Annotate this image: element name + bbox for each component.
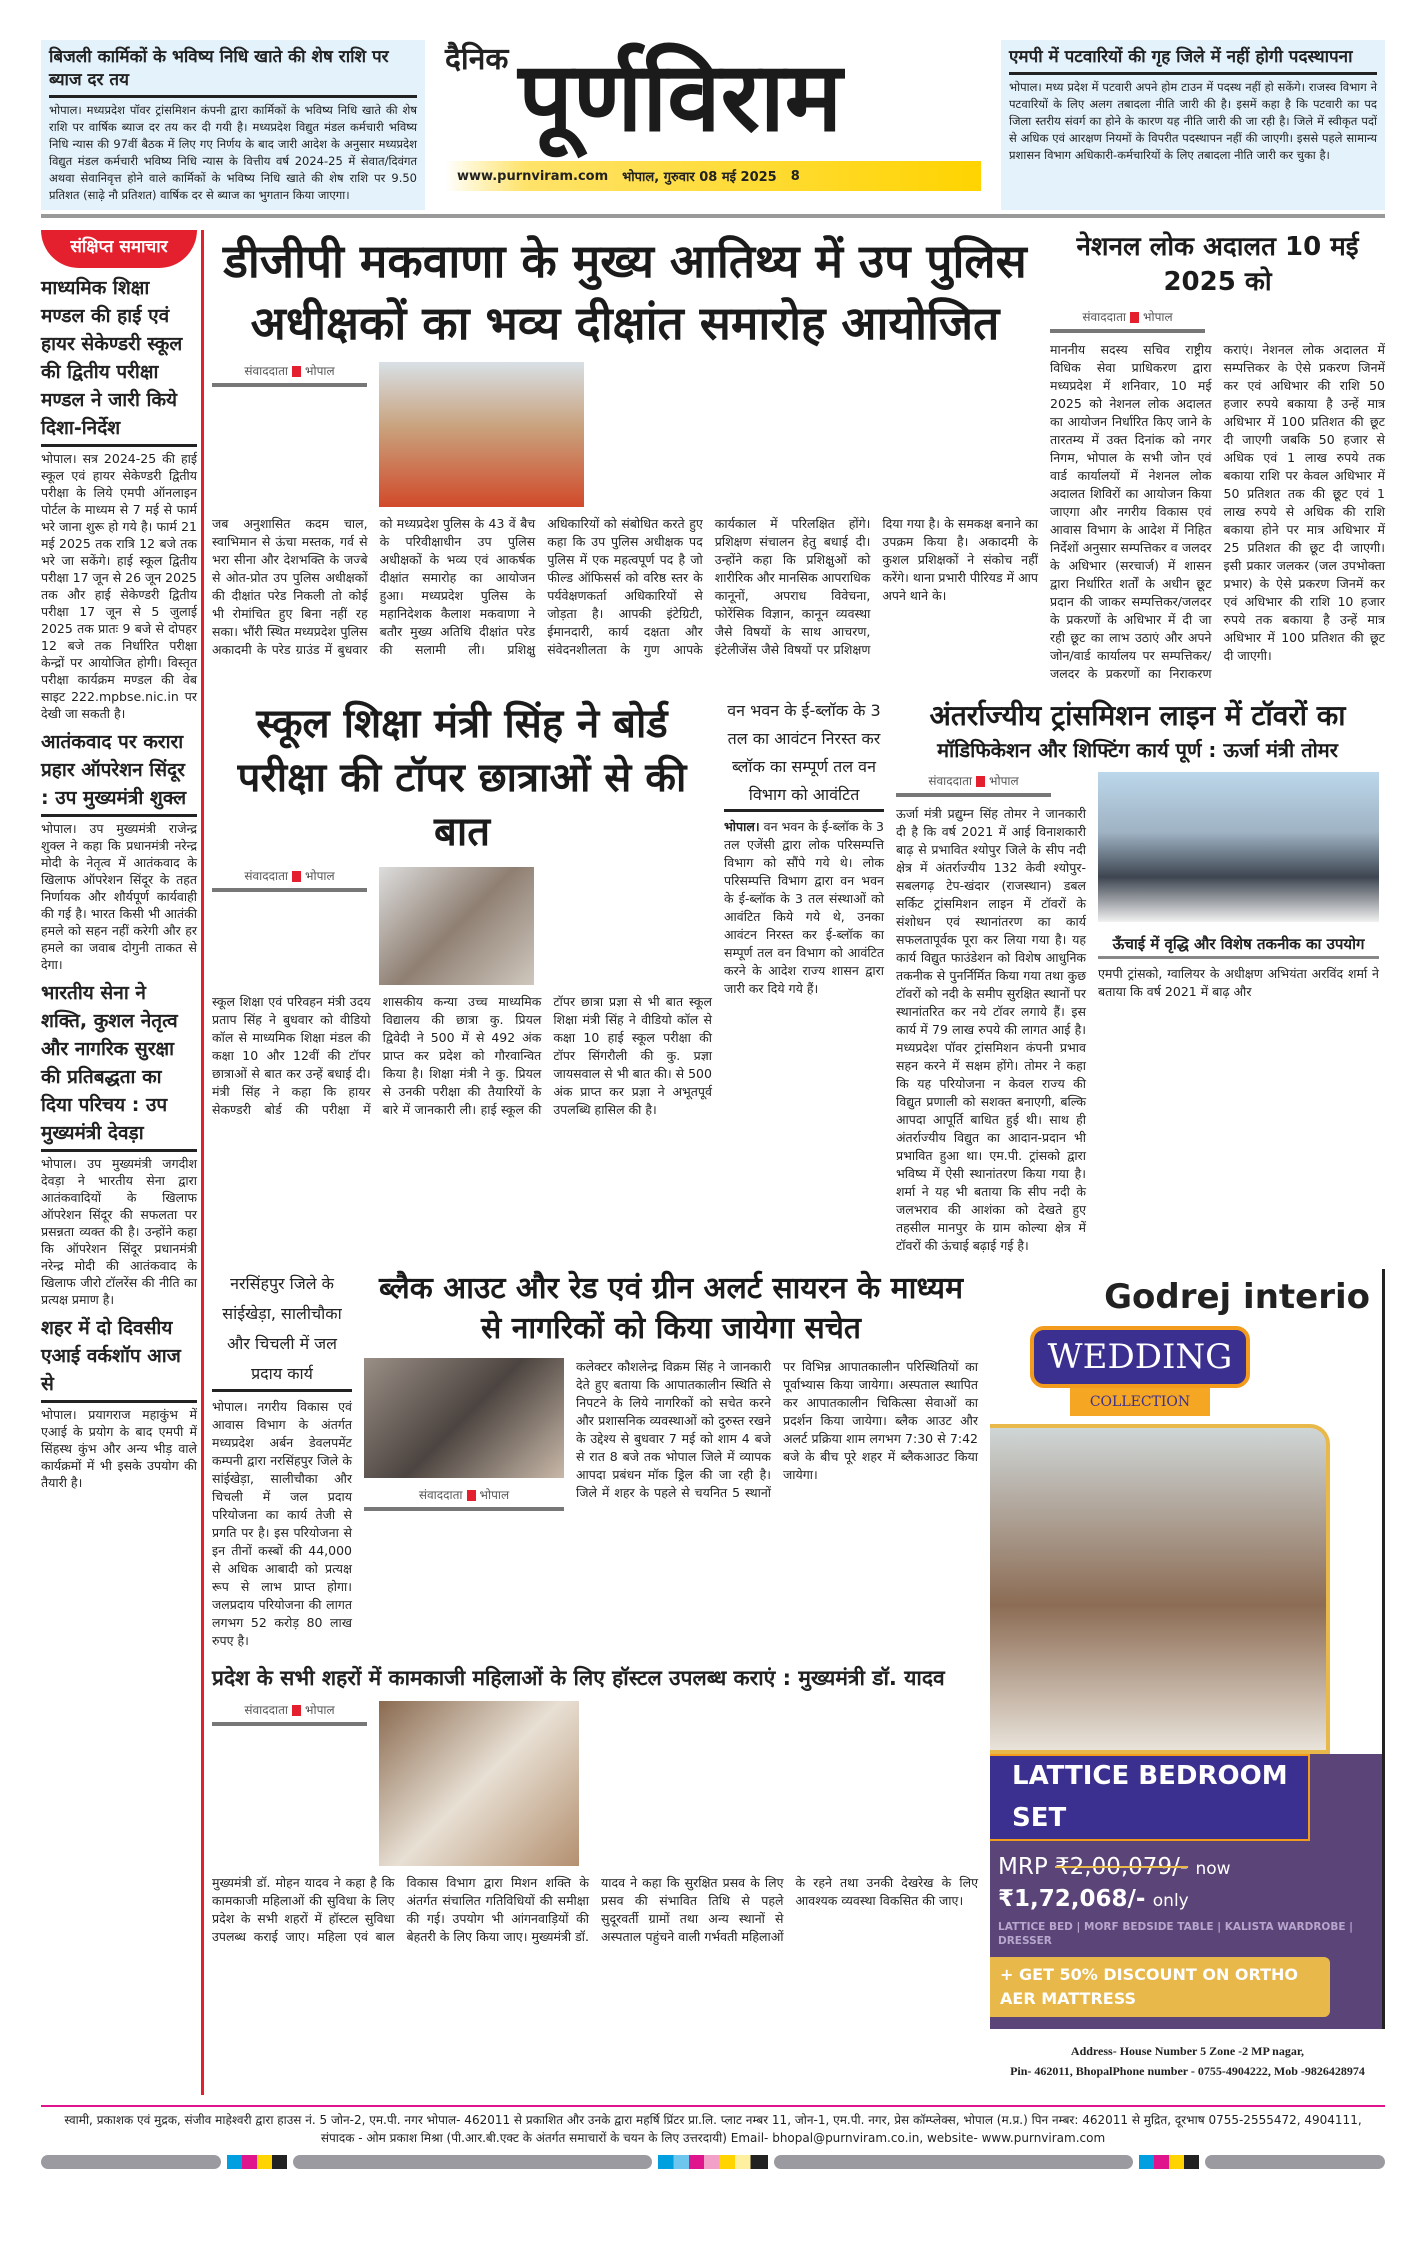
- school-photo: [379, 867, 534, 985]
- address-line-2: Pin- 462011, BhopalPhone number - 0755-4904222, Mob -9826428974: [1010, 2063, 1365, 2078]
- brief-title: बिजली कार्मिकों के भविष्य निधि खाते की शेष राशि पर ब्याज दर तय: [49, 46, 417, 98]
- forest-headline: वन भवन के ई-ब्लॉक के 3 तल का आवंटन निरस्त कर ब्लॉक का सम्पूर्ण तल वन विभाग को आवंटित: [724, 697, 884, 812]
- collection-label: COLLECTION: [1070, 1388, 1210, 1416]
- lok-adalat-headline: नेशनल लोक अदालत 10 मई 2025 को: [1076, 231, 1359, 297]
- forest-body: [724, 818, 884, 998]
- left-item-body: भोपाल। सत्र 2024-25 की हाई स्कूल एवं हायर सेकेण्डरी द्वितीय परीक्षा के लिये एमपी ऑनलाइन पोर्टल के माध्यम से 7 मई से फार्म भरे जाना शुरू हो गये है। फार्म 21 मई 2025 तक रात्रि 12 बजे तक भरे जा सकेंगे। हाई स्कूल द्वितीय परीक्षा 17 जून से 26 जून 2025 तक और हाई सेकेण्डरी द्वितीय परीक्षा 17 जून से 5 जुलाई 2025 तक प्रातः 9 बजे से दोपहर 12 बजे तक निर्धारित परीक्षा केन्द्रों पर आयोजित होगी। विस्तृत परीक्षा कार्यक्रम मण्डल की वेब साइट 222.mpbse.nic.in पर देखी जा सकती है।: [41, 450, 197, 721]
- page-header: [41, 40, 1385, 210]
- brief-body: भोपाल। मध्य प्रदेश में पटवारी अपने होम टाउन में पदस्थ नहीं हो सकेंगे। राजस्व विभाग ने पटवारियों के लिए अलग तबादला नीति जारी की है। इसमें कहा है कि पटवारी का पद जिला स्तरीय संवर्ग का होने के कारण यह नीति जारी की जा रही है। जिले में स्वीकृत पदों से अधिक एवं आरक्षण नियमों के विपरीत पदस्थापन नहीं की जाएगी। इससे पहले सामान्य प्रशासन विभाग अधिकारी-कर्मचारियों के लिए तबादला नीति जारी कर चुका है।: [1009, 79, 1377, 162]
- top-right-brief: [1001, 40, 1385, 210]
- byline-city: भोपाल: [989, 773, 1019, 788]
- brief-body: भोपाल। मध्यप्रदेश पॉवर ट्रांसमिशन कंपनी द्वारा कार्मिकों के भविष्य निधि खाते की शेष राशि पर वार्षिक ब्याज दर तय कर दी गयी है। मध्यप्रदेश विद्युत मंडल कर्मचारी भविष्य निधि न्यास की 97वीं बैठक में लिए गए निर्णय के बाद जारी आदेश के अनुसार मध्यप्रदेश विद्युत मंडल कर्मचारी भविष्य निधि न्यास के वित्तीय वर्ष 2024-25 में सेवात/दिवंगत अथवा सेवानिवृत्त होने वाले कार्मिकों के भविष्य निधि खाते की शेष राशि पर 9.50 प्रतिशत (साढ़े नौ प्रतिशत) वार्षिक दर से ब्याज का भुगतान किया जाएगा।: [49, 102, 417, 202]
- now-label: now: [1195, 1859, 1231, 1880]
- lead-body: जब अनुशासित कदम चाल, स्वाभिमान से ऊंचा मस्तक, गर्व से भरा सीना और देशभक्ति के जज्बे से ओत-प्रोत उप पुलिस अधीक्षकों की दीक्षांत परेड निकली तो कोई भी रोमांचित हुए बिना नहीं रह सका। भौंरी स्थित मध्यप्रदेश पुलिस अकादमी के परेड ग्राउंड में बुधवार को मध्यप्रदेश पुलिस के 43 वें बैच के परिवीक्षाधीन उप पुलिस अधीक्षकों के भव्य एवं आकर्षक दीक्षांत समारोह का आयोजन हुआ। मध्यप्रदेश पुलिस के महानिदेशक कैलाश मकवाणा ने बतौर मुख्य अतिथि दीक्षांत परेड की सलामी ली। प्रशिक्षु अधिकारियों को संबोधित करते हुए कहा कि उप पुलिस अधीक्षक पद पुलिस में एक महत्वपूर्ण पद है जो फील्ड ऑफिसर्स को वरिष्ठ स्तर के पर्यवेक्षणकर्ता अधिकारियों से जोड़ता है। आपकी इंटेग्रिटी, ईमानदारी, कार्य दक्षता और संवेदनशीलता के गुण आपके कार्यकाल में परिलक्षित होंगे। प्रशिक्षण संचालन हेतु बधाई दी। उन्होंने कहा कि प्रशिक्षुओं को शारीरिक और मानसिक आपराधिक कानूनों, अपराध विवेचना, फोरेंसिक विज्ञान, कानून व्यवस्था जैसे विषयों के साथ आचरण, इंटेलीजेंस जैसे विषयों पर प्रशिक्षण दिया गया है। के समकक्ष बनाने का उपक्रम किया है। अकादमी के कुशल प्रशिक्षकों ने संकोच नहीं करेंगे। थाना प्रभारी पीरियड में आप अपने थाने के।: [212, 516, 1038, 658]
- byline-city: भोपाल: [305, 1703, 335, 1718]
- minister-photo: [1098, 772, 1379, 922]
- byline: [212, 362, 367, 387]
- date-band: [445, 161, 981, 191]
- page-number: 8: [790, 168, 800, 184]
- byline-reporter: संवाददाता: [1082, 310, 1127, 325]
- lok-adalat-story: [1050, 230, 1385, 683]
- new-price: ₹1,72,068/-: [998, 1886, 1146, 1913]
- red-square-icon: [976, 776, 985, 787]
- header-divider: [41, 214, 1385, 218]
- left-column: [41, 230, 197, 1491]
- price-band: [990, 1754, 1382, 2029]
- forest-text: वन भवन के ई-ब्लॉक के 3 तल एजेंसी द्वारा लोक परिसम्पत्ति विभाग को सौंपे गये थे। लोक परिसम्पत्ति विभाग द्वारा वन भवन के ई-ब्लॉक के 3 तल संस्थाओं को आवंटित किये गये थे, उनका आवंटन निरस्त कर ई-ब्लॉक का सम्पूर्ण तल वन विभाग को आवंटित करने के आदेश राज्य शासन द्वारा जारी कर दिये गये हैं।: [724, 819, 884, 997]
- main-column: [201, 230, 1385, 2095]
- hostel-headline: प्रदेश के सभी शहरों में कामकाजी महिलाओं के लिए हॉस्टल उपलब्ध कराएं : मुख्यमंत्री डॉ. यादव: [212, 1665, 945, 1690]
- lead-story: [212, 230, 1038, 659]
- red-square-icon: [1130, 312, 1139, 323]
- left-item-title: आतंकवाद पर करारा प्रहार ऑपरेशन सिंदूर : उप मुख्यमंत्री शुक्ल: [41, 728, 197, 817]
- left-item-body: भोपाल। प्रयागराज महाकुंभ में एआई के प्रयोग के बाद एमपी में सिंहस्थ कुंभ और अन्य भीड़ वाले कार्यक्रमों में भी इसके उपयोग की तैयारी है।: [41, 1406, 197, 1490]
- discount-offer: + GET 50% DISCOUNT ON ORTHO AER MATTRESS: [990, 1957, 1330, 2017]
- forest-dateline: भोपाल।: [724, 819, 760, 835]
- byline-reporter: संवाददाता: [244, 364, 289, 379]
- brand-logo: Godrej interio: [1104, 1276, 1370, 1317]
- product-name: LATTICE BEDROOM SET: [990, 1754, 1310, 1841]
- mockdrill-photo: [364, 1358, 564, 1478]
- meeting-photo: [379, 1701, 579, 1866]
- top-left-brief: [41, 40, 425, 210]
- siren-story: [364, 1269, 978, 1519]
- advertisement[interactable]: [990, 1269, 1385, 2029]
- lead-photo: [379, 362, 584, 507]
- narsinghpur-body: भोपाल। नगरीय विकास एवं आवास विभाग के अंतर्गत मध्यप्रदेश अर्बन डेवलपमेंट कम्पनी द्वारा नरसिंहपुर जिले के सांईखेड़ा, सालीचौका और चिचली में जल प्रदाय परियोजना का कार्य तेजी से प्रगति पर है। इस परियोजना से इन तीनों कस्बों की 44,000 से अधिक आबादी को प्रत्यक्ष रूप से लाभ प्राप्त होगा। जलप्रदाय परियोजना की लागत लगभग 52 करोड़ 80 लाख रुपए है।: [212, 1398, 352, 1648]
- byline-city: भोपाल: [305, 364, 335, 379]
- imprint: [41, 2107, 1385, 2151]
- masthead-prefix: दैनिक: [445, 42, 509, 77]
- byline-city: भोपाल: [479, 1487, 510, 1502]
- website-link[interactable]: www.purnviram.com: [457, 168, 609, 184]
- red-square-icon: [292, 871, 301, 882]
- siren-headline: ब्लैक आउट और रेड एवं ग्रीन अलर्ट सायरन के माध्यम से नागरिकों को किया जायेगा सचेत: [378, 1270, 964, 1347]
- edition-date: भोपाल, गुरुवार 08 मई 2025: [622, 170, 777, 186]
- transmission-body-2: एमपी ट्रांसको, ग्वालियर के अधीक्षण अभियंता अरविंद शर्मा ने बताया कि वर्ष 2021 में बाढ़ और: [1098, 965, 1379, 999]
- lead-headline: डीजीपी मकवाणा के मुख्य आतिथ्य में उप पुलिस अधीक्षकों का भव्य दीक्षांत समारोह आयोजित: [223, 233, 1027, 350]
- school-story: [212, 697, 712, 1119]
- byline-reporter: संवाददाता: [418, 1487, 463, 1502]
- ad-address: [990, 2041, 1385, 2081]
- lok-adalat-body: माननीय सदस्य सचिव राष्ट्रीय विधिक सेवा प्राधिकरण द्वारा मध्यप्रदेश में शनिवार, 10 मई 2025 को नेशनल लोक अदालत का आयोजन निर्धारित किए जाने के तारतम्य में उक्त दिनांक को नगर निगम, भोपाल के सभी जोन एवं वार्ड कार्यालयों में नेशनल लोक अदालत शिविरों का आयोजन किया जाएगा और नगरीय विकास एवं आवास विभाग के आदेश में निहित निर्देशों अनुसार सम्पत्तिकर व जलदर के अधिभार (सरचार्ज) में शासन द्वारा निर्धारित शर्तों के अधीन छूट प्रदान की जाकर सम्पत्तिकर/जलदर के प्रकरणों के अधिभार में दी जा रही छूट का लाभ उठाएं और अपने जोन/वार्ड कार्यालय पर सम्पत्तिकर/जलदर के प्रकरणों का निराकरण कराएं। नेशनल लोक अदालत में सम्पत्तिकर के ऐसे प्रकरण जिनमें कर एवं अधिभार की राशि 50 हजार रुपये बकाया है उन्हें मात्र अधिभार में 100 प्रतिशत की छूट दी जाएगी जबकि 50 हजार से अधिक एवं 1 लाख रुपये तक बकाया राशि पर केवल अधिभार में 50 प्रतिशत तक की छूट एवं 1 लाख रुपये से अधिक की राशि बकाया होने पर मात्र अधिभार में 25 प्रतिशत की छूट दी जाएगी। इसी प्रकार जलकर (जल उपभोक्ता प्रभार) के ऐसे प्रकरण जिनमें कर एवं अधिभार की राशि 10 हजार रुपये तक बकाया है उन्हें मात्र अधिभार में 100 प्रतिशत की छूट दी जाएगी।: [1050, 342, 1385, 682]
- imprint-line-2: संपादक - ओम प्रकाश मिश्रा (पी.आर.बी.एक्ट के अंतर्गत समाचारों के चयन के लिए उत्तरदायी) Email- bhopal@purnviram.co.in, website- www.purnviram.com: [320, 2130, 1106, 2145]
- school-headline: स्कूल शिक्षा मंत्री सिंह ने बोर्ड परीक्षा की टॉपर छात्राओं से की बात: [237, 701, 687, 856]
- siren-body: कलेक्टर कौशलेन्द्र विक्रम सिंह ने जानकारी देते हुए बताया कि आपातकालीन स्थिति से निपटने के लिये नागरिकों को सचेत करने और प्रशासनिक व्यवस्थाओं को दुरुस्त रखने के उद्देश्य से बुधवार 7 मई को शाम 4 बजे से रात 8 बजे तक भोपाल जिले में व्यापक आपदा प्रबंधन मॉक ड्रिल की जा रही है। जिले में शहर के पहले से चयनित 5 स्थानों पर विभिन्न आपातकालीन परिस्थितियों का पूर्वाभ्यास किया जायेगा। अस्पताल स्थापित कर आपातकालीन चिकित्सा सेवाओं का प्रदर्शन किया जायेगा। ब्लैक आउट और अलर्ट प्रक्रिया शाम लगभग 7:30 से 7:42 बजे के बीच पूरे शहर में ब्लैकआउट किया जायेगा।: [576, 1358, 978, 1500]
- left-item-title: माध्यमिक शिक्षा मण्डल की हाई एवं हायर सेकेण्डरी स्कूल की द्वितीय परीक्षा मण्डल ने जारी किये दिशा-निर्देश: [41, 274, 197, 447]
- mrp-label: MRP: [998, 1854, 1048, 1881]
- transmission-subheadline: मॉडिफिकेशन और शिफ्टिंग कार्य पूर्ण : ऊर्जा मंत्री तोमर: [937, 737, 1338, 762]
- byline-reporter: संवाददाता: [928, 773, 973, 788]
- left-item-title: भारतीय सेना ने शक्ति, कुशल नेतृत्व और नागरिक सुरक्षा की प्रतिबद्धता का दिया परिचय : उप मुख्यमंत्री देवड़ा: [41, 979, 197, 1152]
- forest-story: [724, 697, 884, 998]
- imprint-line-1: स्वामी, प्रकाशक एवं मुद्रक, संजीव माहेश्वरी द्वारा हाउस नं. 5 जोन-2, एम.पी. नगर भोपाल- 462011 से प्रकाशित और उनके द्वारा महर्षि प्रिंटर प्रा.लि. प्लाट नम्बर 11, जोन-1, एम.पी. नगर, प्रेस कॉम्प्लेक्स, भोपाल (म.प्र.) पिन नम्बर: 462011 से मुद्रित, दूरभाष 0755-2555472, 4904111,: [64, 2112, 1362, 2127]
- narsinghpur-story: [212, 1269, 352, 1650]
- red-square-icon: [292, 366, 301, 377]
- brief-news-tag: संक्षिप्त समाचार: [41, 230, 197, 268]
- narsinghpur-headline: नरसिंहपुर जिले के सांईखेड़ा, सालीचौका और चिचली में जल प्रदाय कार्य: [212, 1269, 352, 1392]
- byline: [364, 1486, 564, 1511]
- byline-city: भोपाल: [1143, 310, 1173, 325]
- school-body: स्कूल शिक्षा एवं परिवहन मंत्री उदय प्रताप सिंह ने बुधवार को वीडियो कॉल से माध्यमिक शिक्षा मंडल की कक्षा 10 और 12वीं की टॉपर छात्राओं से बात कर उन्हें बधाई दी। मंत्री सिंह ने कहा कि हायर सेकण्डरी बोर्ड की परीक्षा में शासकीय कन्या उच्च माध्यमिक विद्यालय की छात्रा कु. प्रियल द्विवेदी ने 500 में से 492 अंक प्राप्त कर प्रदेश को गौरवान्वित किया है। शिक्षा मंत्री ने कु. प्रियल से उनकी परीक्षा की तैयारियों के बारे में जानकारी ली। हाई स्कूल की टॉपर छात्रा प्रज्ञा से भी बात स्कूल शिक्षा मंत्री सिंह ने वीडियो कॉल से कक्षा 10 हाई स्कूल परीक्षा की टॉपर सिंगरौली की कु. प्रज्ञा जायसवाल से भी बात की। से 500 अंक प्राप्त कर प्रज्ञा ने अभूतपूर्व उपलब्धि हासिल की है।: [212, 994, 712, 1118]
- byline-reporter: संवाददाता: [244, 1703, 289, 1718]
- byline: [896, 772, 1051, 797]
- byline: [1050, 308, 1205, 333]
- red-square-icon: [292, 1705, 301, 1716]
- left-item-body: भोपाल। उप मुख्यमंत्री जगदीश देवड़ा ने भारतीय सेना द्वारा आतंकवादियों के खिलाफ ऑपरेशन सिंदूर की सफलता पर प्रसन्नता व्यक्त की है। उन्होंने कहा कि ऑपरेशन सिंदूर प्रधानमंत्री नरेन्द्र मोदी की आतंकवाद के खिलाफ जीरो टॉलरेंस की नीति का प्रत्यक्ष प्रमाण है।: [41, 1155, 197, 1307]
- byline-city: भोपाल: [305, 869, 335, 884]
- left-item-body: भोपाल। उप मुख्यमंत्री राजेन्द्र शुक्ल ने कहा कि प्रधानमंत्री नरेन्द्र मोदी के नेतृत्व में आतंकवाद के खिलाफ ऑपरेशन सिंदूर के तहत निर्णायक और शौर्यपूर्ण कार्यवाही की गई है। भारत किसी भी आतंकी हमले को सहन नहीं करेगी और हर हमले का जवाब दोगुनी ताकत से देगा।: [41, 820, 197, 972]
- left-item-title: शहर में दो दिवसीय एआई वर्कशॉप आज से: [41, 1314, 197, 1403]
- transmission-subhead: ऊँचाई में वृद्धि और विशेष तकनीक का उपयोग: [1098, 932, 1379, 959]
- red-square-icon: [467, 1490, 476, 1501]
- brief-title: एमपी में पटवारियों की गृह जिले में नहीं होगी पदस्थापना: [1009, 46, 1377, 75]
- byline: [212, 1701, 367, 1726]
- registration-marks: [41, 2155, 1385, 2169]
- bedroom-photo: [990, 1424, 1330, 1754]
- address-line-1: Address- House Number 5 Zone -2 MP nagar,: [1070, 2043, 1305, 2058]
- transmission-body: ऊर्जा मंत्री प्रद्युम्न सिंह तोमर ने जानकारी दी है कि वर्ष 2021 में आई विनाशकारी बाढ़ से प्रभावित श्योपुर जिले के सीप नदी क्षेत्र में अंतर्राज्यीय 132 केवी श्योपुर-सबलगढ़ टेप-खंदार (राजस्थान) डबल सर्किट ट्रांसमिशन लाइन में टॉवरों के संशोधन एवं स्थानांतरण का कार्य सफलतापूर्वक पूरा कर लिया गया है। यह कार्य विद्युत फाउंडेशन को विशेष आधुनिक तकनीक से पुनर्निर्मित किया गया तथा कुछ टॉवरों को नदी के समीप सुरक्षित स्थानों पर स्थानांतरित कर नये टॉवर लगाये हैं। इस कार्य में 79 लाख रुपये की लागत आई है। मध्यप्रदेश पॉवर ट्रांसमिशन कंपनी प्रभाव सहन करने में सक्षम होंगे। तोमर ने कहा कि यह परियोजना न केवल राज्य की विद्युत प्रणाली को सशक्त बनाएगी, बल्कि आपदा आपूर्ति बाधित हुई थी। साथ ही अंतर्राज्यीय विद्युत का आदान-प्रदान भी प्रभावित हुआ था। एम.पी. ट्रांसको द्वारा भविष्य में ऐसी स्थानांतरण किया गया है। शर्मा ने यह भी बताया कि सीप नदी के जलभराव की आशंका को देखते हुए तहसील मानपुर के ग्राम कोल्या क्षेत्र में टॉवरों की ऊंचाई बढ़ाई गई है।: [896, 805, 1086, 1253]
- hostel-story: [212, 1664, 978, 1946]
- hostel-body: मुख्यमंत्री डॉ. मोहन यादव ने कहा है कि कामकाजी महिलाओं की सुविधा के लिए प्रदेश के सभी शहरों में हॉस्टल सुविधा उपलब्ध कराई जाए। महिला एवं बाल विकास विभाग द्वारा मिशन शक्ति के अंतर्गत संचालित गतिविधियों की समीक्षा की गई। उपयोग भी आंगनवाड़ियों की बेहतरी के लिए किया जाए। मुख्यमंत्री डॉ. यादव ने कहा कि सुरक्षित प्रसव के लिए प्रसव की संभावित तिथि से पहले सुदूरवर्ती ग्रामों तथा अन्य स्थानों से अस्पताल पहुंचने वाली गर्भवती महिलाओं के रहने तथा उनकी देखरेख के लिए आवश्यक व्यवस्था विकसित की जाए।: [212, 1875, 978, 1945]
- masthead: [445, 40, 981, 210]
- masthead-logo: पूर्णविराम: [518, 41, 843, 153]
- transmission-story: [896, 697, 1379, 1255]
- product-items: LATTICE BED | MORF BEDSIDE TABLE | KALISTA WARDROBE | DRESSER: [998, 1920, 1353, 1948]
- only-label: only: [1152, 1891, 1189, 1912]
- transmission-headline: अंतर्राज्यीय ट्रांसमिशन लाइन में टॉवरों का: [929, 699, 1346, 733]
- price-line: [990, 1841, 1382, 1919]
- wedding-badge: WEDDING: [1030, 1326, 1250, 1388]
- byline: [212, 867, 367, 892]
- byline-reporter: संवाददाता: [244, 869, 289, 884]
- old-price: ₹2,00,079/-: [1055, 1854, 1189, 1881]
